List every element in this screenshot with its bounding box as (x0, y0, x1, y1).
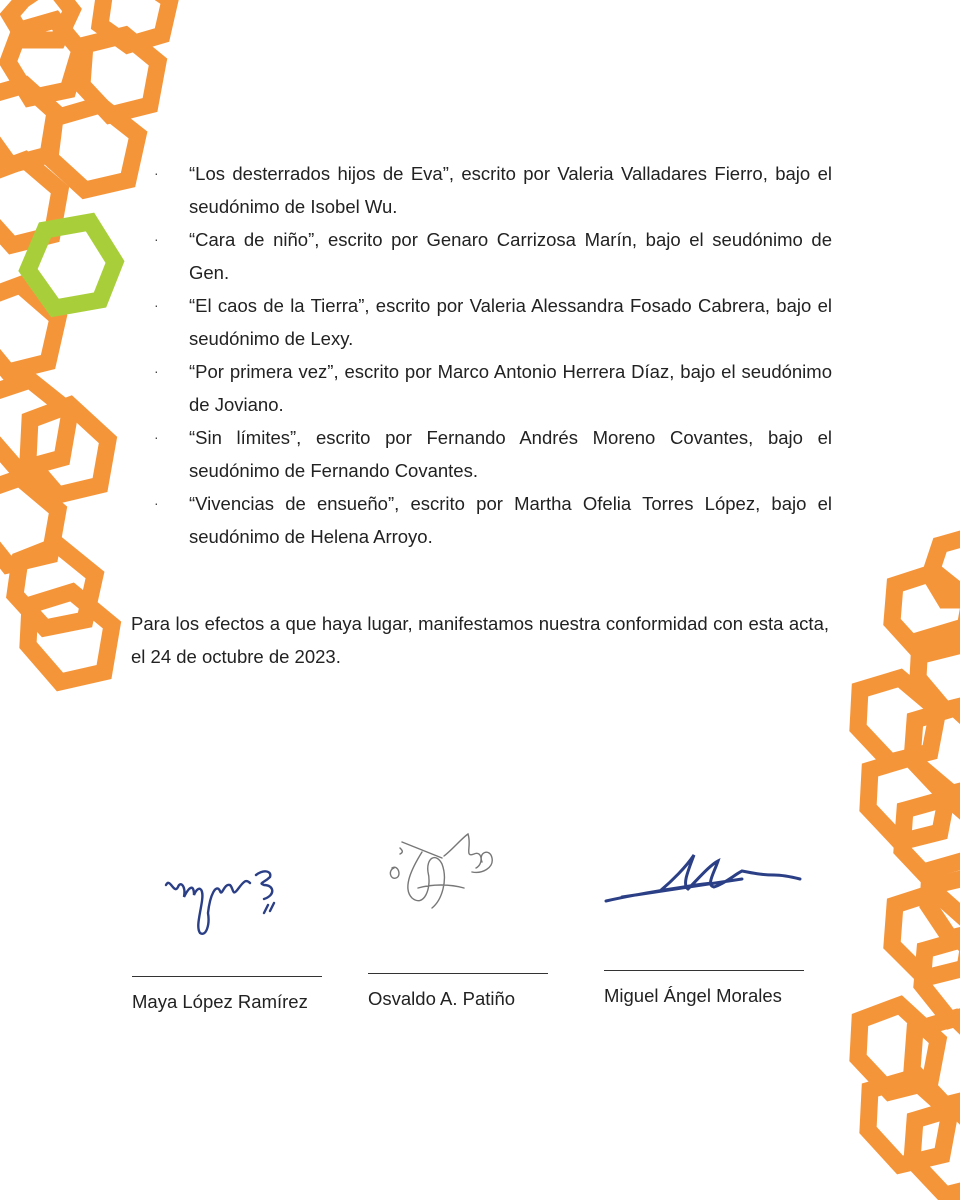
signatory-name: Osvaldo A. Patiño (368, 988, 516, 1009)
signatory-name: Maya López Ramírez (132, 991, 308, 1012)
list-item-text: “Vivencias de ensueño”, escrito por Martha Ofelia Torres López, bajo el seudónimo de Helena Arroyo. (189, 493, 832, 547)
signature-line (604, 952, 804, 971)
bullet: · (154, 231, 159, 247)
signature-block-2 (368, 955, 548, 1010)
list-item-text: “El caos de la Tierra”, escrito por Valeria Alessandra Fosado Cabrera, bajo el seudónimo de Lexy. (189, 295, 832, 349)
list-item (152, 421, 832, 487)
bullet: · (154, 165, 159, 181)
list-item (152, 487, 832, 553)
list-item-text: “Cara de niño”, escrito por Genaro Carrizosa Marín, bajo el seudónimo de Gen. (189, 229, 832, 283)
list-item (152, 289, 832, 355)
list-item (152, 355, 832, 421)
signature-line (368, 955, 548, 974)
bullet: · (154, 429, 159, 445)
signature-scribble-1 (160, 855, 285, 945)
closing-paragraph: Para los efectos a que haya lugar, manifestamos nuestra conformidad con esta acta, el 24 de octubre de 2023. (131, 612, 829, 667)
bullet: · (154, 297, 159, 313)
list-item-text: “Por primera vez”, escrito por Marco Antonio Herrera Díaz, bajo el seudónimo de Joviano. (189, 361, 832, 415)
bullet: · (154, 363, 159, 379)
signature-line (132, 958, 322, 977)
works-list (152, 157, 832, 553)
list-item-text: “Los desterrados hijos de Eva”, escrito por Valeria Valladares Fierro, bajo el seudónimo de Isobel Wu. (189, 163, 832, 217)
list-item (152, 223, 832, 289)
list-item (152, 157, 832, 223)
signatory-name: Miguel Ángel Morales (604, 985, 782, 1006)
signature-block-1 (132, 958, 322, 1013)
list-item-text: “Sin límites”, escrito por Fernando Andrés Moreno Covantes, bajo el seudónimo de Fernando Covantes. (189, 427, 832, 481)
signature-scribble-3 (602, 845, 807, 910)
bullet: · (154, 495, 159, 511)
signature-scribble-2 (372, 828, 512, 928)
signature-block-3 (604, 952, 804, 1007)
